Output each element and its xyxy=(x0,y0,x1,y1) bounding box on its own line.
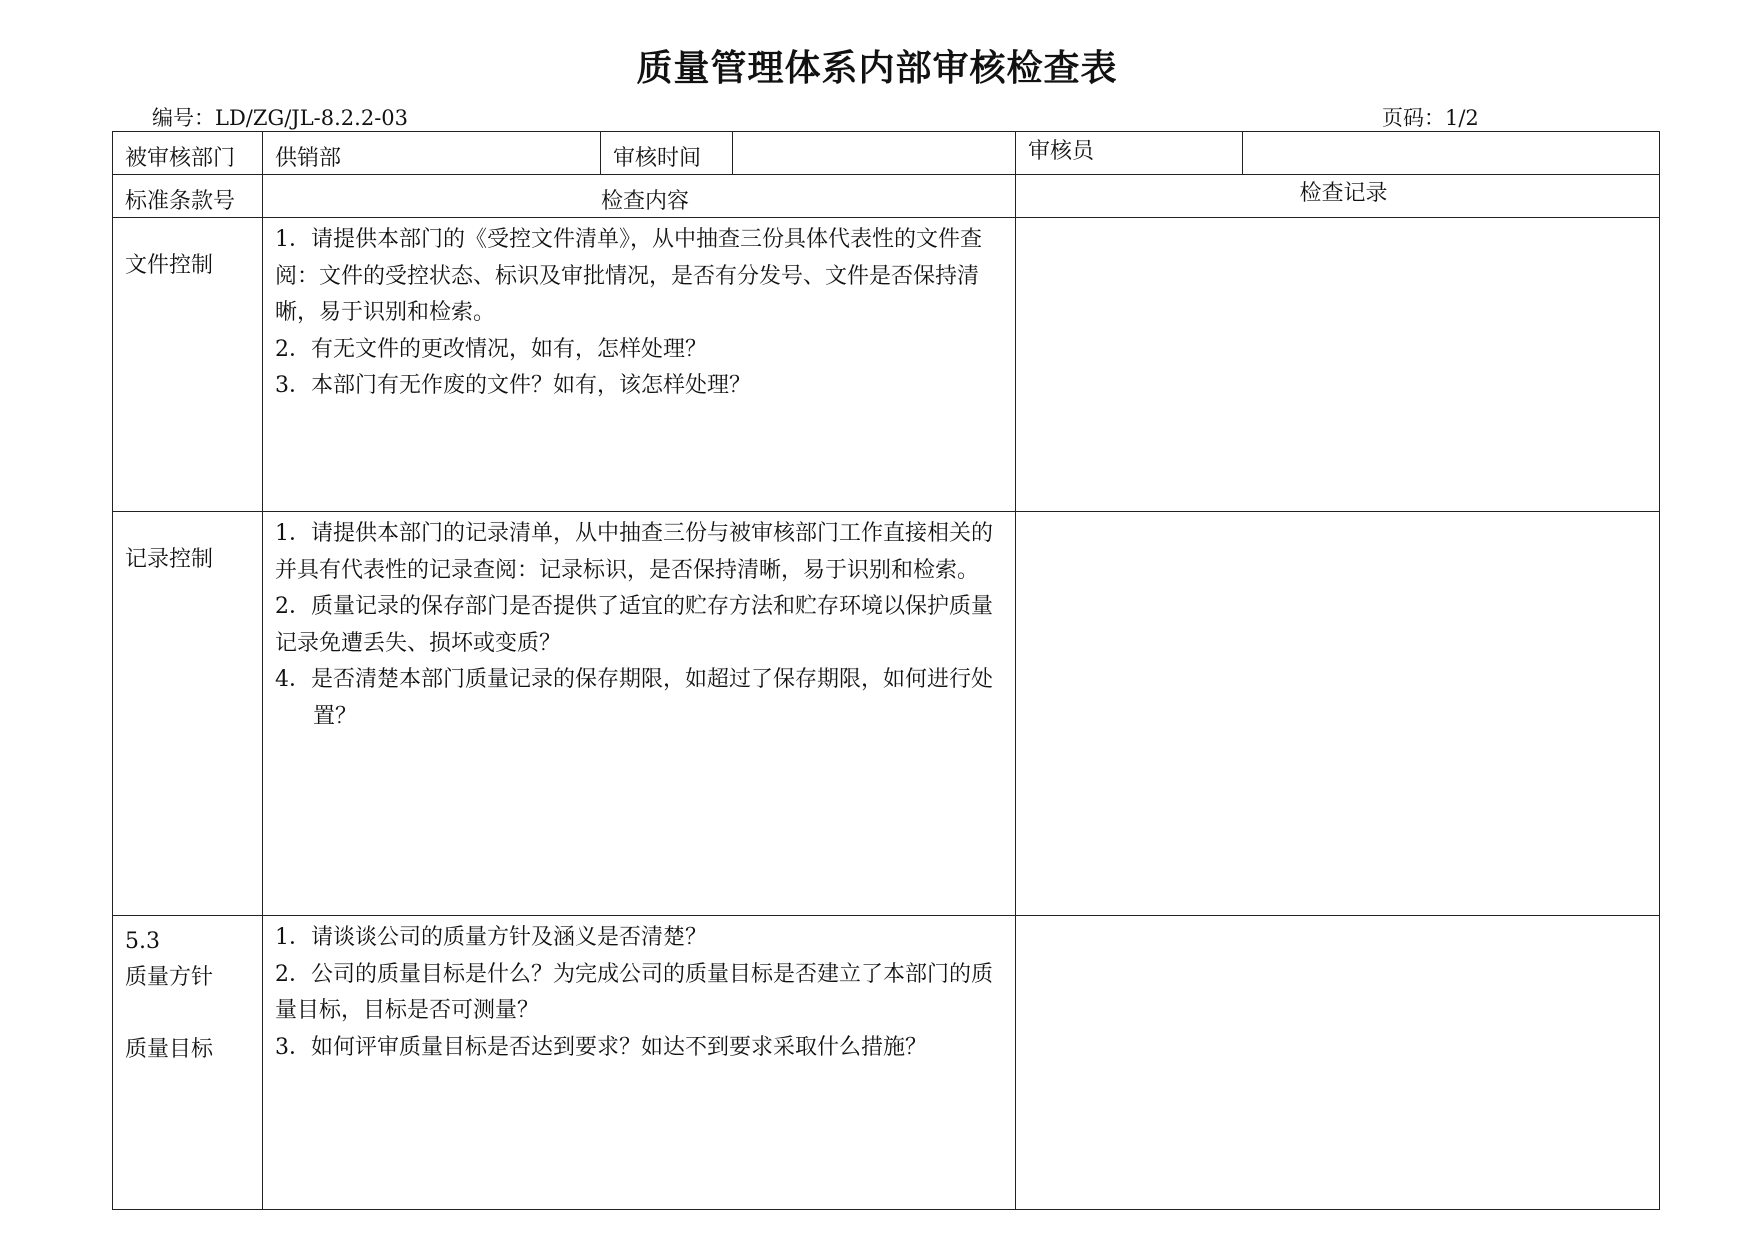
check-record-cell[interactable] xyxy=(1016,916,1660,1210)
check-item: 1．请谈谈公司的质量方针及涵义是否清楚？ xyxy=(275,925,707,950)
audit-time-label: 审核时间 xyxy=(601,132,733,175)
checklist-row xyxy=(113,512,1660,916)
check-content-cell xyxy=(263,218,1016,512)
check-content-cell xyxy=(263,916,1016,1210)
column-header-row xyxy=(113,175,1660,218)
check-item: 2．质量记录的保存部门是否提供了适宜的贮存方法和贮存环境以保护质量记录免遭丢失、损坏或变质？ xyxy=(275,594,993,656)
audit-checklist-table xyxy=(112,131,1660,1210)
document-title: 质量管理体系内部审核检查表 xyxy=(636,48,1118,89)
check-item: 4．是否清楚本部门质量记录的保存期限，如超过了保存期限，如何进行处置？ xyxy=(275,667,993,729)
check-item: 2．公司的质量目标是什么？为完成公司的质量目标是否建立了本部门的质量目标，目标是否可测量？ xyxy=(275,961,993,1023)
auditor-label: 审核员 xyxy=(1016,132,1243,175)
clause-name: 文件控制 xyxy=(125,253,214,278)
clause-name: 质量目标 xyxy=(125,1037,214,1062)
clause-name: 质量方针 xyxy=(125,965,214,990)
audited-dept-value[interactable]: 供销部 xyxy=(263,132,601,175)
check-item: 3．如何评审质量目标是否达到要求？如达不到要求采取什么措施？ xyxy=(275,1034,927,1060)
check-content-cell xyxy=(263,512,1016,916)
check-item: 1．请提供本部门的《受控文件清单》，从中抽查三份具体代表性的文件查阅：文件的受控状态、标识及审批情况，是否有分发号、文件是否保持清晰，易于识别和检索。 xyxy=(275,227,982,325)
clause-cell xyxy=(113,916,263,1210)
clause-column-header: 标准条款号 xyxy=(113,175,263,218)
check-item: 1．请提供本部门的记录清单，从中抽查三份与被审核部门工作直接相关的并具有代表性的记录查阅：记录标识，是否保持清晰，易于识别和检索。 xyxy=(275,521,993,583)
audited-dept-label: 被审核部门 xyxy=(113,132,263,175)
content-column-header: 检查内容 xyxy=(263,175,1016,218)
checklist-row xyxy=(113,916,1660,1210)
checklist-row xyxy=(113,218,1660,512)
check-item: 3．本部门有无作废的文件？如有，该怎样处理？ xyxy=(275,373,751,398)
header-info-row xyxy=(113,132,1660,175)
clause-name: 记录控制 xyxy=(125,547,214,572)
document-number: 编号：LD/ZG/JL-8.2.2-03 xyxy=(152,106,409,130)
record-column-header: 检查记录 xyxy=(1016,175,1660,218)
check-record-cell[interactable] xyxy=(1016,512,1660,916)
check-record-cell[interactable] xyxy=(1016,218,1660,512)
check-item: 2．有无文件的更改情况，如有，怎样处理？ xyxy=(275,336,707,362)
page-number: 页码：1/2 xyxy=(1382,106,1479,130)
audit-time-value[interactable] xyxy=(733,132,1016,175)
clause-cell xyxy=(113,218,263,512)
clause-number: 5.3 xyxy=(125,929,160,954)
clause-cell xyxy=(113,512,263,916)
auditor-value[interactable] xyxy=(1243,132,1660,175)
